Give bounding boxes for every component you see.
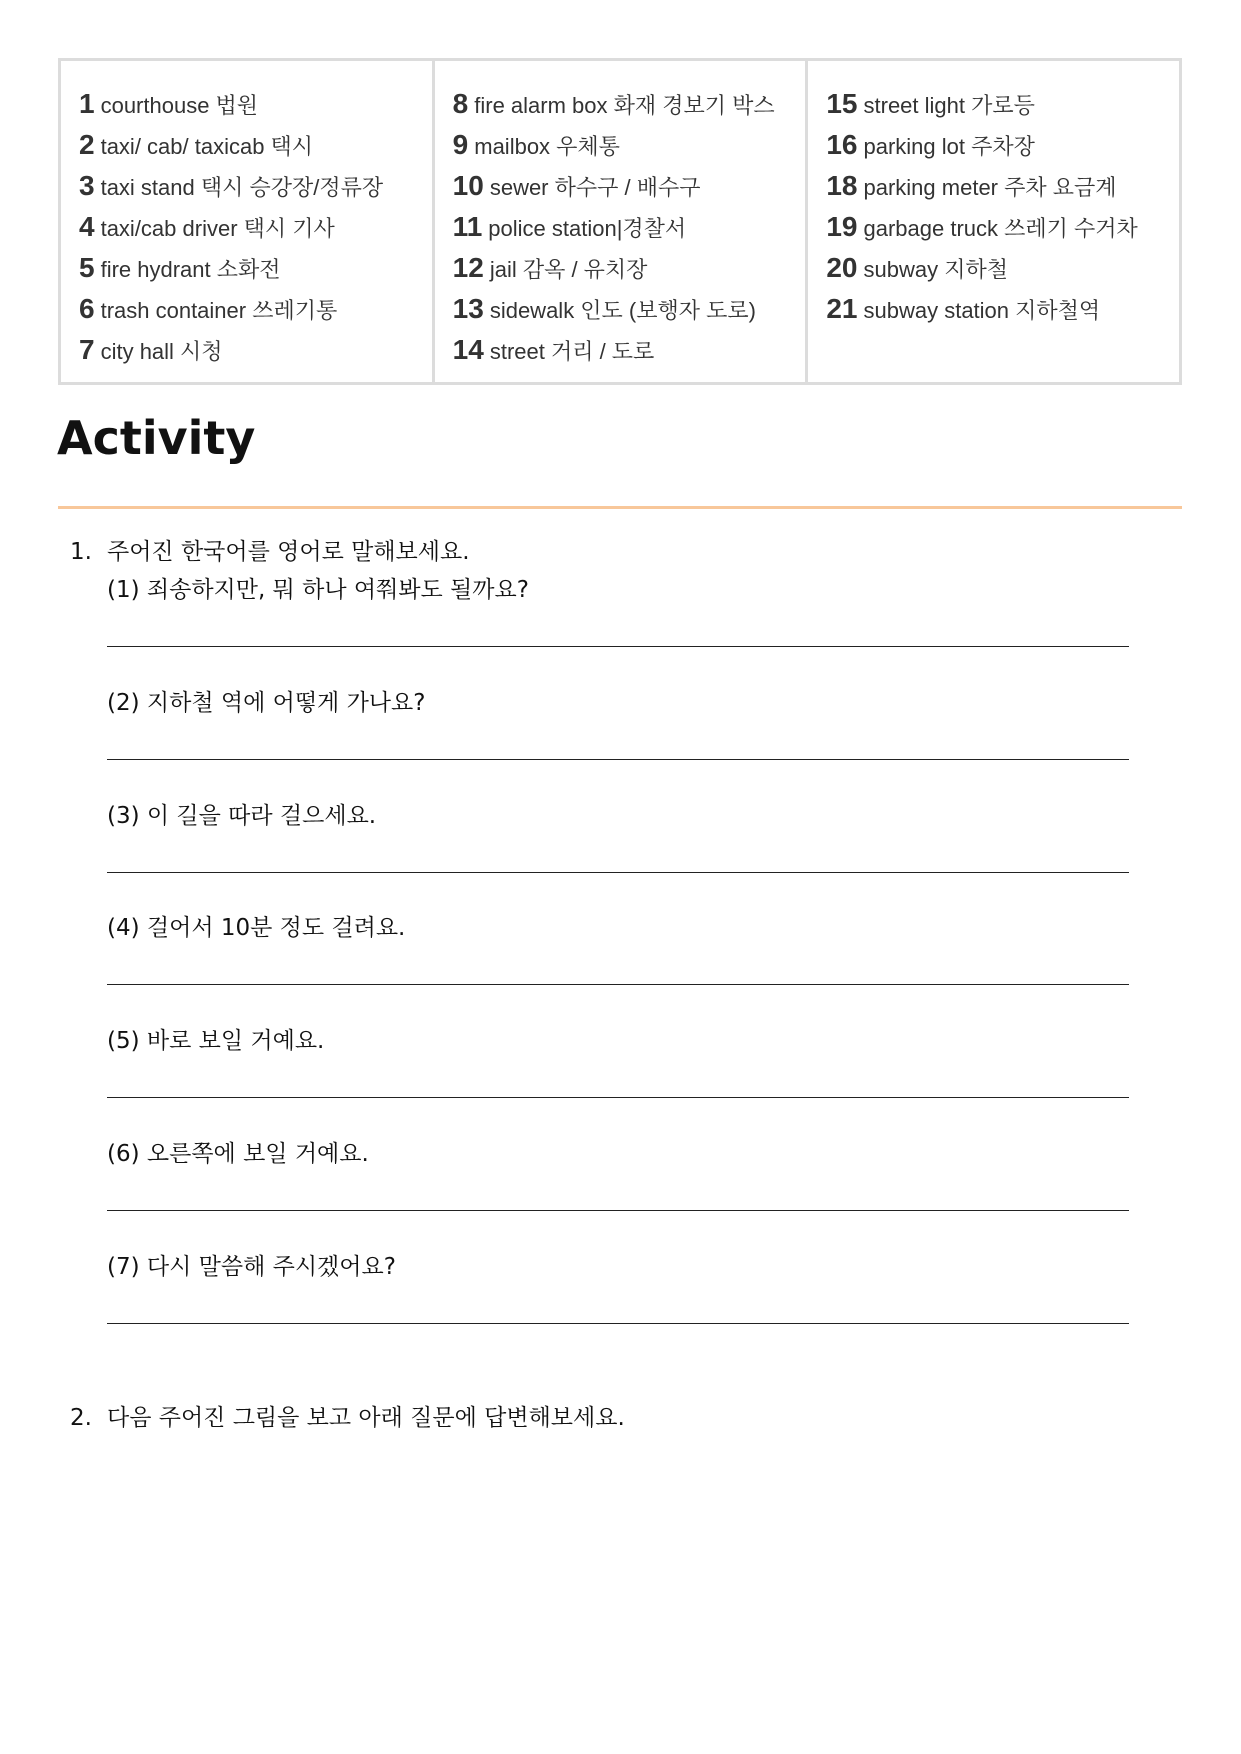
question-number: 2. bbox=[70, 1405, 92, 1431]
vocab-text: trash container 쓰레기통 bbox=[100, 298, 338, 323]
question-1-prompt bbox=[70, 534, 470, 570]
vocab-text: street light 가로등 bbox=[863, 93, 1035, 118]
question-2-prompt bbox=[70, 1400, 625, 1436]
vocab-number: 7 bbox=[79, 334, 95, 365]
vocab-text: sidewalk 인도 (보행자 도로) bbox=[489, 298, 756, 323]
vocab-number: 15 bbox=[826, 88, 858, 119]
sub-question-prompt: (5) 바로 보일 거예요. bbox=[107, 1028, 325, 1054]
vocab-item bbox=[79, 83, 432, 124]
vocabulary-table bbox=[58, 58, 1182, 385]
vocab-item bbox=[79, 329, 432, 370]
vocab-item bbox=[453, 329, 806, 370]
vocab-number: 18 bbox=[826, 170, 858, 201]
vocab-number: 3 bbox=[79, 170, 95, 201]
vocab-item bbox=[79, 247, 432, 288]
vocab-text: sewer 하수구 / 배수구 bbox=[489, 175, 701, 200]
vocab-text: mailbox 우체통 bbox=[474, 134, 620, 159]
vocab-item bbox=[453, 288, 806, 329]
answer-line[interactable] bbox=[107, 759, 1129, 760]
vocab-item bbox=[79, 165, 432, 206]
vocab-item bbox=[453, 247, 806, 288]
vocab-item bbox=[826, 247, 1179, 288]
vocab-text: police station|경찰서 bbox=[488, 216, 687, 241]
vocab-text: taxi/cab driver 택시 기사 bbox=[100, 216, 335, 241]
answer-line[interactable] bbox=[107, 1323, 1129, 1324]
vocab-item bbox=[826, 165, 1179, 206]
vocab-text: street 거리 / 도로 bbox=[489, 339, 655, 364]
answer-line[interactable] bbox=[107, 872, 1129, 873]
vocab-item bbox=[453, 124, 806, 165]
vocab-number: 1 bbox=[79, 88, 95, 119]
vocab-item bbox=[453, 83, 806, 124]
vocab-text: garbage truck 쓰레기 수거차 bbox=[863, 216, 1138, 241]
vocab-text: taxi/ cab/ taxicab 택시 bbox=[100, 134, 314, 159]
sub-question-prompt: (3) 이 길을 따라 걸으세요. bbox=[107, 803, 377, 829]
vocab-item bbox=[453, 206, 806, 247]
vocab-number: 9 bbox=[452, 129, 469, 160]
question-text: 주어진 한국어를 영어로 말해보세요. bbox=[107, 539, 470, 565]
vocab-item bbox=[826, 206, 1179, 247]
vocab-item bbox=[826, 124, 1179, 165]
vocab-column-2 bbox=[435, 61, 809, 382]
question-text: 다음 주어진 그림을 보고 아래 질문에 답변해보세요. bbox=[107, 1405, 625, 1431]
section-title: Activity bbox=[57, 411, 256, 465]
vocab-number: 11 bbox=[452, 211, 483, 242]
vocab-column-3 bbox=[808, 61, 1179, 382]
sub-question-prompt: (4) 걸어서 10분 정도 걸려요. bbox=[107, 915, 406, 941]
section-divider bbox=[58, 506, 1182, 509]
vocab-text: subway station 지하철역 bbox=[863, 298, 1101, 323]
vocab-number: 20 bbox=[826, 252, 858, 283]
answer-line[interactable] bbox=[107, 984, 1129, 985]
vocab-item bbox=[79, 206, 432, 247]
vocab-text: jail 감옥 / 유치장 bbox=[489, 257, 648, 282]
vocab-number: 6 bbox=[79, 293, 95, 324]
vocab-item bbox=[79, 288, 432, 329]
vocab-text: fire alarm box 화재 경보기 박스 bbox=[474, 93, 775, 118]
vocab-text: taxi stand 택시 승강장/정류장 bbox=[100, 175, 384, 200]
vocab-text: city hall 시청 bbox=[100, 339, 223, 364]
vocab-text: fire hydrant 소화전 bbox=[100, 257, 281, 282]
vocab-text: subway 지하철 bbox=[863, 257, 1008, 282]
vocab-number: 19 bbox=[826, 211, 858, 242]
question-number: 1. bbox=[70, 539, 92, 565]
vocab-number: 10 bbox=[452, 170, 484, 201]
vocab-item bbox=[826, 288, 1179, 329]
answer-line[interactable] bbox=[107, 1097, 1129, 1098]
answer-line[interactable] bbox=[107, 646, 1129, 647]
vocab-item bbox=[79, 124, 432, 165]
vocab-number: 8 bbox=[452, 88, 469, 119]
vocab-number: 12 bbox=[452, 252, 484, 283]
vocab-number: 21 bbox=[826, 293, 858, 324]
sub-question-prompt: (2) 지하철 역에 어떻게 가나요? bbox=[107, 690, 426, 716]
sub-question-prompt: (1) 죄송하지만, 뭐 하나 여쭤봐도 될까요? bbox=[107, 577, 529, 603]
sub-question-prompt: (7) 다시 말씀해 주시겠어요? bbox=[107, 1254, 396, 1280]
vocab-number: 16 bbox=[826, 129, 858, 160]
sub-question-prompt: (6) 오른쪽에 보일 거예요. bbox=[107, 1141, 369, 1167]
answer-line[interactable] bbox=[107, 1210, 1129, 1211]
vocab-text: parking meter 주차 요금계 bbox=[863, 175, 1117, 200]
vocab-text: parking lot 주차장 bbox=[863, 134, 1035, 159]
vocab-number: 5 bbox=[79, 252, 95, 283]
vocab-number: 2 bbox=[79, 129, 95, 160]
vocab-text: courthouse 법원 bbox=[100, 93, 259, 118]
vocab-number: 13 bbox=[452, 293, 484, 324]
vocab-item bbox=[453, 165, 806, 206]
vocab-number: 14 bbox=[452, 334, 484, 365]
vocab-column-1 bbox=[61, 61, 435, 382]
vocab-item bbox=[826, 83, 1179, 124]
vocab-number: 4 bbox=[79, 211, 95, 242]
